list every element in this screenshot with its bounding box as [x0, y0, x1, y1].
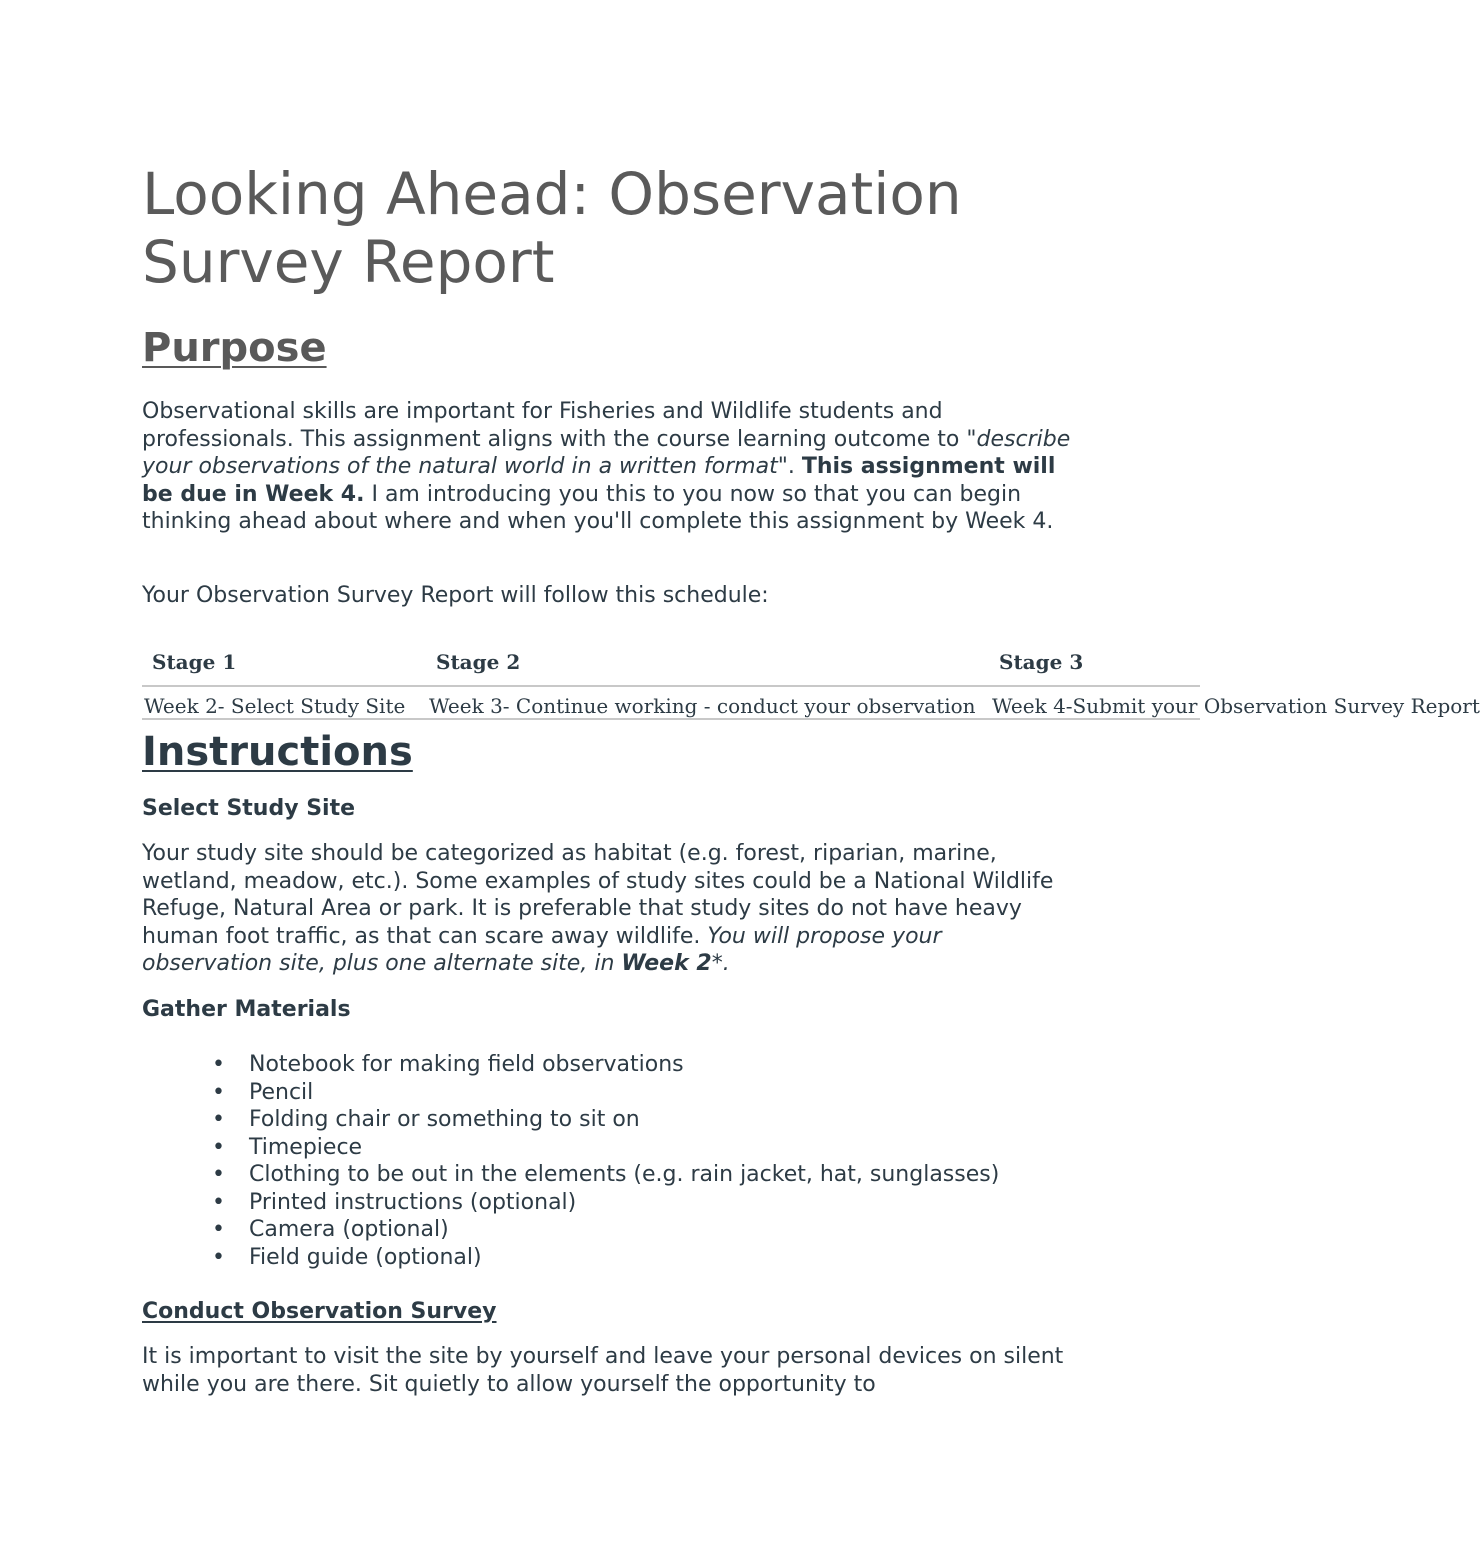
study-site-paragraph: [142, 840, 1072, 978]
bullet-icon: •: [212, 1217, 225, 1242]
proposal-week: Week 2: [621, 951, 712, 976]
schedule-header-stage-2: Stage 2: [436, 650, 521, 674]
schedule-cell-week-4: Week 4-Submit your Observation Survey Report: [992, 694, 1480, 718]
document-title: [142, 160, 1142, 296]
bullet-icon: •: [212, 1079, 225, 1105]
purpose-paragraph: [142, 398, 1072, 536]
material-label: Pencil: [249, 1079, 314, 1105]
bullet-icon: •: [212, 1134, 225, 1160]
due-date-notice: This assignment will be due in Week 4.: [142, 454, 1056, 507]
gather-materials-heading: Gather Materials: [142, 997, 351, 1022]
schedule-header-stage-1: Stage 1: [152, 650, 237, 674]
study-site-text: Your study site should be categorized as habitat (e.g. forest, riparian, marine, wetland, meadow, etc.). Some examples of study sites could be a National Wildlife Refuge, Natural Area or park. It is preferable that study sites do not have heavy human foot traffic, as that can scare away wildlife.: [142, 841, 1054, 949]
purpose-text-a: Observational skills are important for Fisheries and Wildlife students and professionals. This assignment aligns with the course learning outcome to ": [142, 399, 977, 452]
material-label: Camera (optional): [249, 1217, 449, 1242]
materials-list: [142, 1051, 999, 1271]
schedule-header-stage-3: Stage 3: [999, 650, 1084, 674]
schedule-intro: Your Observation Survey Report will follow this schedule:: [142, 583, 769, 608]
material-label: Clothing to be out in the elements (e.g. rain jacket, hat, sunglasses): [249, 1162, 1000, 1187]
material-label: Notebook for making field observations: [249, 1052, 684, 1077]
instructions-heading: Instructions: [142, 729, 413, 775]
study-site-proposal: You will propose your observation site, plus one alternate site, in: [142, 923, 942, 976]
list-item: [142, 1161, 999, 1189]
proposal-asterisk: *.: [711, 951, 730, 976]
title-line-2: Survey Report: [142, 228, 555, 296]
bullet-icon: •: [212, 1189, 225, 1215]
list-item: [142, 1106, 999, 1134]
purpose-text-b: ".: [777, 454, 802, 479]
table-bottom-border: [142, 718, 1200, 720]
schedule-row: [142, 685, 1480, 727]
material-label: Timepiece: [249, 1134, 363, 1160]
list-item: [142, 1134, 999, 1162]
schedule-cell-week-3: Week 3- Continue working - conduct your observation: [429, 694, 976, 718]
material-label: Field guide (optional): [249, 1244, 482, 1270]
bullet-icon: •: [212, 1107, 225, 1132]
select-study-site-heading: Select Study Site: [142, 796, 356, 821]
purpose-text-c: I am introducing you this to you now so that you can begin thinking ahead about where and when you'll complete this assignment by Week 4.: [142, 481, 1054, 534]
bullet-icon: •: [212, 1244, 225, 1270]
title-line-1: Looking Ahead: Observation: [142, 160, 962, 228]
schedule-cell-week-2: Week 2- Select Study Site: [144, 694, 406, 718]
list-item: [142, 1079, 999, 1107]
list-item: [142, 1189, 999, 1217]
schedule-table: [142, 640, 1480, 727]
purpose-heading: Purpose: [142, 325, 327, 371]
conduct-survey-paragraph: It is important to visit the site by yourself and leave your personal devices on silent while you are there. Sit quietly to allow yourself the opportunity to: [142, 1344, 1064, 1397]
list-item: [142, 1051, 999, 1079]
learning-outcome-quote: describe your observations of the natural world in a written format: [142, 426, 1071, 479]
bullet-icon: •: [212, 1052, 225, 1077]
list-item: [142, 1216, 999, 1244]
material-label: Folding chair or something to sit on: [249, 1107, 640, 1132]
conduct-survey-heading: Conduct Observation Survey: [142, 1299, 497, 1324]
material-label: Printed instructions (optional): [249, 1189, 577, 1215]
schedule-header-row: [142, 640, 1200, 685]
document-page: [142, 0, 1480, 1553]
bullet-icon: •: [212, 1162, 225, 1187]
list-item: [142, 1244, 999, 1272]
